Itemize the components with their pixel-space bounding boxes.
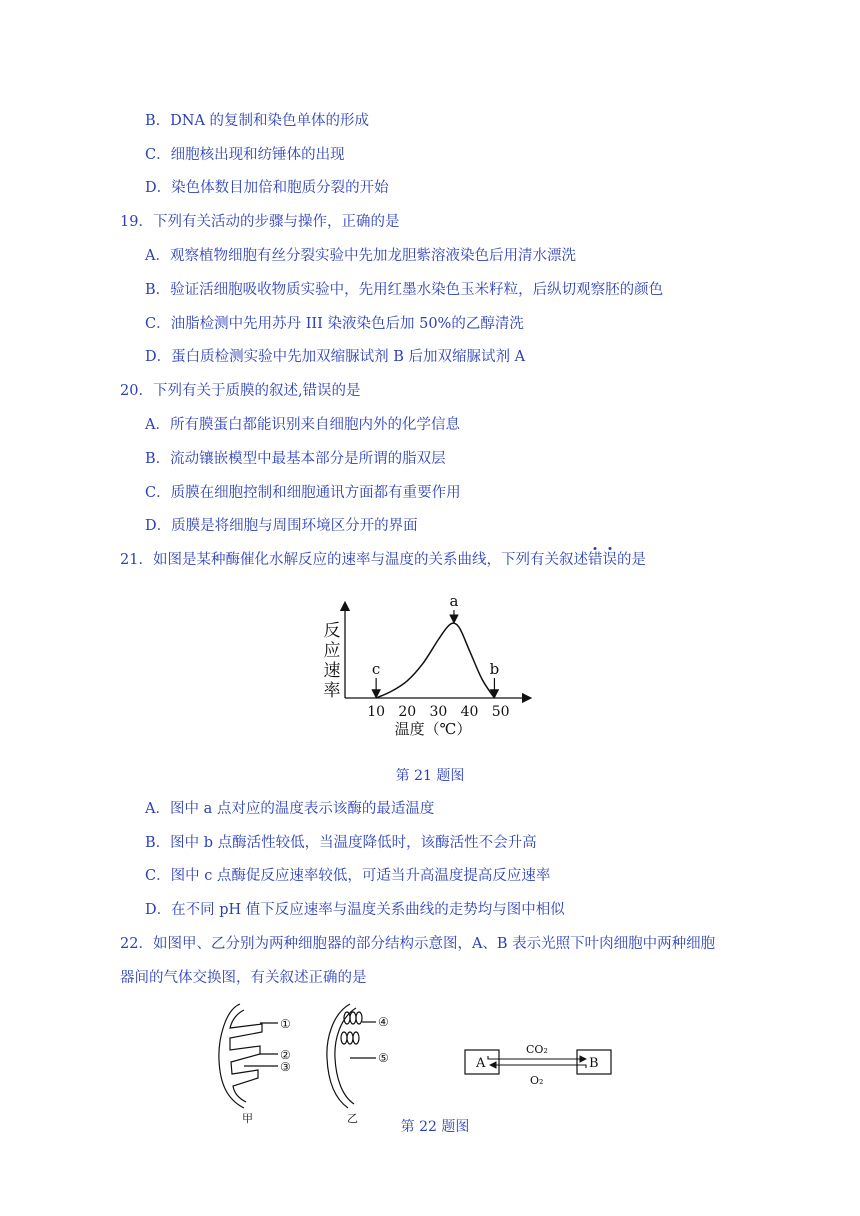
annotation-label-c: c (371, 660, 381, 678)
x-tick-labels (367, 704, 509, 720)
x-tick-label: 30 (429, 704, 448, 720)
mitochondrion-inner-membrane (230, 1010, 262, 1102)
label-yi: 乙 (347, 1112, 358, 1125)
y-label-char: 率 (323, 681, 341, 701)
q21-option-d: D．在不同 pH 值下反应速率与温度关系曲线的走势均与图中相似 (145, 902, 565, 918)
q21-option-b: B．图中 b 点酶活性较低，当温度降低时，该酶活性不会升高 (145, 835, 537, 851)
co2-label: CO₂ (526, 1043, 548, 1056)
y-label-char: 应 (323, 641, 341, 661)
q21-stem-prefix: 21．如图是某种酶催化水解反应的速率与温度的关系曲线，下列有关叙述 (120, 552, 588, 568)
marker-1: ① (280, 1017, 291, 1031)
q20-option-d: D．质膜是将细胞与周围环境区分开的界面 (145, 518, 418, 534)
q18-option-c: C．细胞核出现和纺锤体的出现 (145, 147, 345, 163)
q18-option-b: B．DNA 的复制和染色单体的形成 (145, 113, 370, 129)
q21-stem (120, 550, 646, 570)
co2-arrow (488, 1056, 586, 1059)
box-b-label: B (589, 1056, 599, 1071)
x-tick-label: 10 (367, 704, 386, 720)
q19-option-b: B．验证活细胞吸收物质实验中，先用红墨水染色玉米籽粒，后纵切观察胚的颜色 (145, 282, 664, 298)
mitochondrion-outer-membrane (219, 1004, 244, 1108)
q21-stem-emphasis-2: 误 (602, 552, 617, 568)
marker-3: ③ (280, 1060, 291, 1074)
annotation-label-a: a (449, 592, 459, 610)
chloroplast-outer-membrane (327, 1004, 350, 1108)
q21-option-c: C．图中 c 点酶促反应速率较低，可适当升高温度提高反应速率 (145, 868, 551, 884)
q20-stem: 20．下列有关于质膜的叙述,错误的是 (120, 383, 361, 399)
marker-4: ④ (378, 1015, 389, 1029)
q19-option-d: D．蛋白质检测实验中先加双缩脲试剂 B 后加双缩脲试剂 A (145, 349, 526, 365)
x-tick-label: 40 (460, 704, 479, 720)
x-axis-label: 温度（℃） (394, 720, 472, 738)
rate-temperature-chart (315, 592, 535, 742)
box-a-label: A (476, 1056, 486, 1071)
q22-figure-caption: 第 22 题图 (400, 1119, 470, 1135)
organelle-diagram (200, 1000, 640, 1125)
q20-option-c: C．质膜在细胞控制和细胞通讯方面都有重要作用 (145, 485, 461, 501)
q21-figure-caption: 第 21 题图 (395, 768, 465, 784)
q22-stem-line-1: 22．如图甲、乙分别为两种细胞器的部分结构示意图，A、B 表示光照下叶肉细胞中两种细胞 (120, 936, 716, 952)
label-jia: 甲 (242, 1112, 253, 1125)
q19-option-a: A．观察植物细胞有丝分裂实验中先加龙胆紫溶液染色后用清水漂洗 (145, 248, 576, 264)
o2-label: O₂ (530, 1074, 544, 1087)
rate-curve (376, 623, 494, 698)
q19-stem: 19．下列有关活动的步骤与操作，正确的是 (120, 214, 400, 230)
q21-option-a: A．图中 a 点对应的温度表示该酶的最适温度 (145, 801, 435, 817)
mitochondrion-diagram (219, 1004, 278, 1108)
chloroplast-diagram (327, 1004, 376, 1108)
o2-arrow (490, 1065, 586, 1068)
chloroplast-inner-membrane (335, 1008, 356, 1104)
y-axis-label (324, 621, 341, 701)
x-tick-label: 20 (398, 704, 417, 720)
y-label-char: 速 (323, 661, 341, 681)
q19-option-c: C．油脂检测中先用苏丹 III 染液染色后加 50%的乙醇清洗 (145, 316, 524, 332)
q22-stem-line-2: 器间的气体交换图，有关叙述正确的是 (120, 970, 367, 986)
q20-option-a: A．所有膜蛋白都能识别来自细胞内外的化学信息 (145, 417, 460, 433)
q21-stem-suffix: 的是 (616, 552, 646, 568)
marker-2: ② (280, 1048, 291, 1062)
q18-option-d: D．染色体数目加倍和胞质分裂的开始 (145, 180, 389, 196)
y-label-char: 反 (323, 621, 341, 641)
q21-stem-emphasis-1: 错 (587, 552, 603, 568)
x-tick-label: 50 (491, 704, 510, 720)
q20-option-b: B．流动镶嵌模型中最基本部分是所谓的脂双层 (145, 451, 446, 467)
annotation-label-b: b (489, 660, 500, 678)
marker-5: ⑤ (378, 1051, 389, 1065)
